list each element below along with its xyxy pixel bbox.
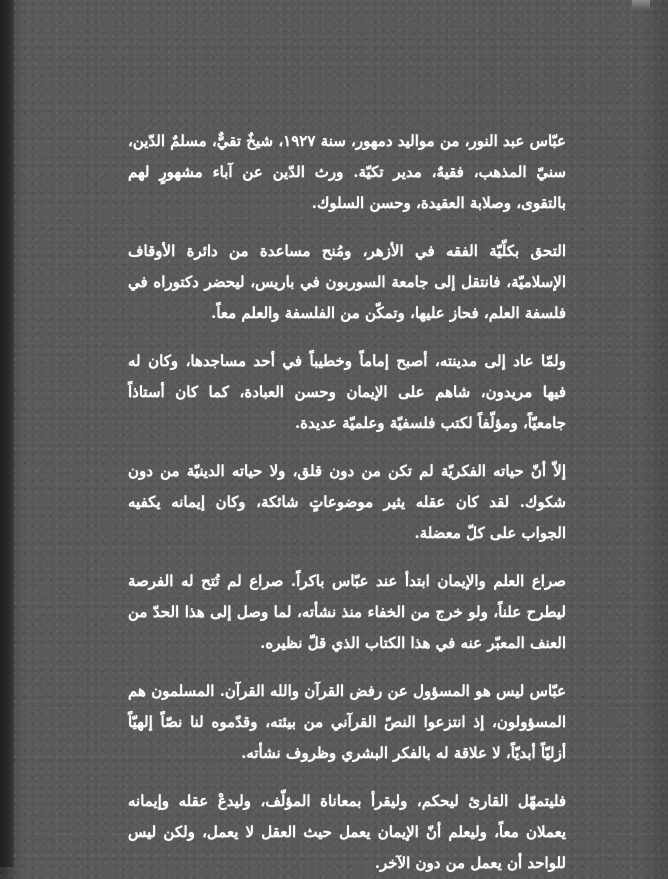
scan-corner-mark bbox=[632, 0, 650, 10]
book-back-cover-text bbox=[128, 126, 566, 879]
paragraph-6: عبّاس ليس هو المسؤول عن رفض القرآن والله القرآن. المسلمون هم المسؤولون، إذ انتزعوا النصّ القرآني من بيئته، وقدّموه لنا نصّاً إلهيّاً أزليّاً أبديّاً، لا علاقة له بالفكر البشري وظروف نشأته. bbox=[128, 682, 566, 762]
scan-binding-edge bbox=[0, 0, 14, 867]
paragraph-4: إلاّ أنّ حياته الفكريّة لم تكن من دون قلق، ولا حياته الدينيّة من دون شكوك. لقد كان عقله يثير موضوعاتٍ شائكة، وكان إيمانه يكفيه الجواب على كلّ معضلة. bbox=[128, 462, 566, 542]
paragraph-3: ولمّا عاد إلى مدينته، أصبح إماماً وخطيباً في أحد مساجدها، وكان له فيها مريدون، شاهم على الإيمان وحسن العبادة، كما كان أستاذاً جامعيّاً، ومؤلّفاً لكتب فلسفيّة وعلميّة عديدة. bbox=[128, 352, 566, 432]
paragraph-1: عبّاس عبد النور، من مواليد دمهور، سنة ١٩٢٧، شيخٌ تقيٌّ، مسلمٌ الدّين، سنيّ المذهب، فقيهٌ، مدير تكيّة. ورث الدّين عن آباء مشهورٍ لهم بالتقوى، وصلابة العقيدة، وحسن السلوك. bbox=[128, 132, 566, 212]
paragraph-5: صراع العلم والإيمان ابتدأ عند عبّاس باكراً. صراع لم تُتح له الفرصة ليطرح علناً، ولو خرج من الخفاء منذ نشأته، لما وصل إلى هذا الحدّ من العنف المعبّر عنه في هذا الكتاب الذي قلّ نظيره. bbox=[128, 572, 566, 652]
paragraph-2: التحق بكلّيّة الفقه في الأزهر، ومُنح مساعدة من دائرة الأوقاف الإسلاميّة، فانتقل إلى جامعة السوربون في باريس، ليحضر دكتوراه في فلسفة العلم، فحاز عليها، وتمكّن من الفلسفة والعلم معاً. bbox=[128, 242, 566, 322]
paragraph-7: فليتمهّل القارئ ليحكم، وليقرأ بمعاناة المؤلّف، وليدعْ عقله وإيمانه يعملان معاً، وليعلم أنّ الإيمان يعمل حيث العقل لا يعمل، ولكن ليس للواحد أن يعمل من دون الآخر. bbox=[128, 792, 566, 872]
